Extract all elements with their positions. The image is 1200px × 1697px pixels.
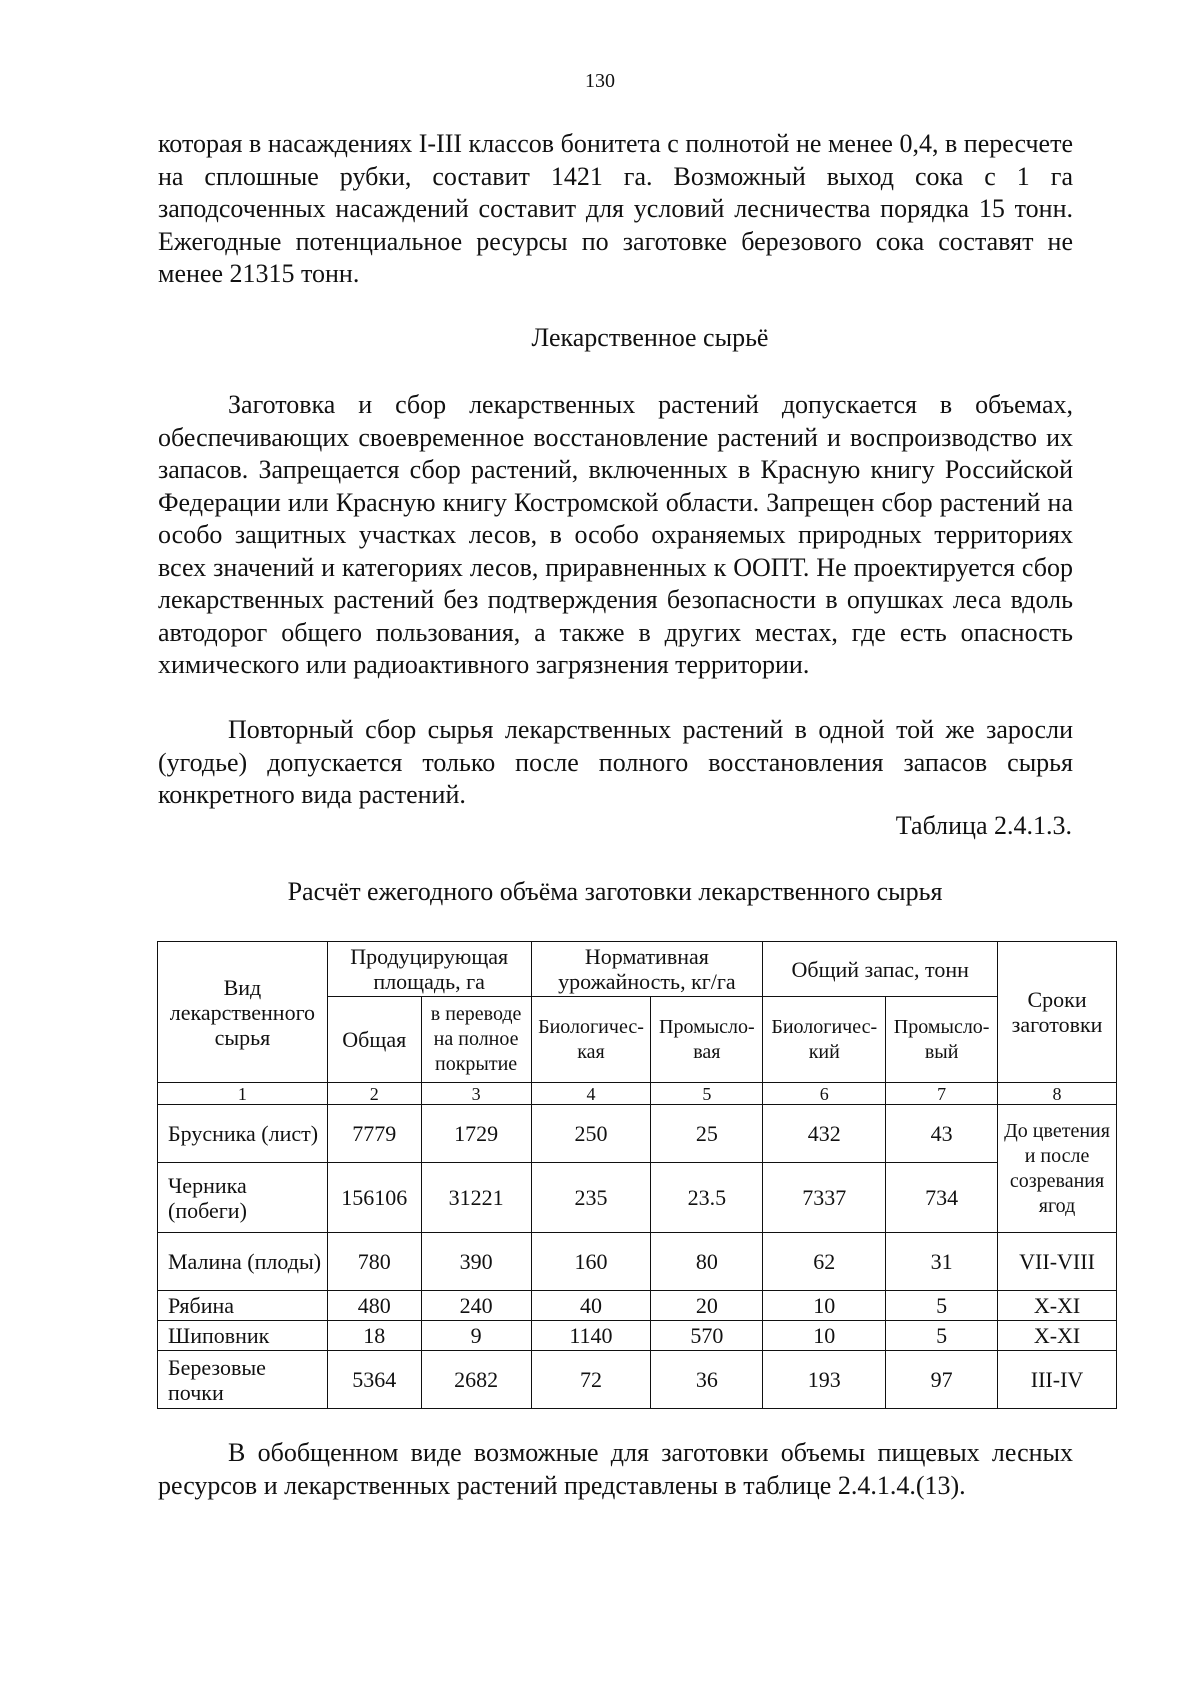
header-terms: Сроки заготовки xyxy=(998,942,1117,1083)
stock-bio: 193 xyxy=(763,1351,886,1409)
header-yield-bio: Биологичес-кая xyxy=(531,997,651,1083)
paragraph-harvest-rules: Заготовка и сбор лекарственных растений допускается в объемах, обеспечивающих своевременное восстановление растений и воспроизводство их запасов. Запрещается сбор растений, включенных в Красную книгу Российской Федерации или Красную книгу Костромской области. Запрещен сбор растений на особо защитных участках лесов, в особо охраняемых природных территориях всех значений и категориях лесов, приравненных к ООПТ. Не проектируется сбор лекарственных растений без подтверждения безопасности в опушках леса вдоль автодорог общего пользования, а также в других местах, где есть опасность химического или радиоактивного загрязнения территории. xyxy=(158,390,1073,679)
col-number: 5 xyxy=(651,1083,763,1105)
header-area-converted: в переводе на полное покрытие xyxy=(421,997,531,1083)
species-name: Черника (побеги) xyxy=(158,1163,328,1233)
header-yield-ind: Промысло-вая xyxy=(651,997,763,1083)
header-stock: Общий запас, тонн xyxy=(763,942,998,997)
stock-ind: 734 xyxy=(886,1163,998,1233)
stock-bio: 10 xyxy=(763,1291,886,1321)
species-name: Малина (плоды) xyxy=(158,1233,328,1291)
area-converted: 2682 xyxy=(421,1351,531,1409)
harvest-terms: III-IV xyxy=(998,1351,1117,1409)
area-total: 18 xyxy=(327,1321,421,1351)
stock-ind: 43 xyxy=(886,1105,998,1163)
yield-bio: 250 xyxy=(531,1105,651,1163)
table-title: Расчёт ежегодного объёма заготовки лекарственного сырья xyxy=(287,877,943,906)
header-yield: Нормативная урожайность, кг/га xyxy=(531,942,763,997)
harvest-terms-merged: До цветения и после созревания ягод xyxy=(998,1105,1117,1233)
paragraph-birch-sap: которая в насаждениях I-III классов бонитета с полнотой не менее 0,4, в пересчете на сплошные рубки, составит 1421 га. Возможный выход сока с 1 га заподсоченных насаждений составит для условий лесничества порядка 15 тонн. Ежегодные потенциальное ресурсы по заготовке березового сока составят не менее 21315 тонн. xyxy=(158,129,1073,288)
col-number: 6 xyxy=(763,1083,886,1105)
medicinal-raw-materials-table xyxy=(157,941,1117,1409)
yield-ind: 23.5 xyxy=(651,1163,763,1233)
area-total: 5364 xyxy=(327,1351,421,1409)
yield-bio: 160 xyxy=(531,1233,651,1291)
table-row xyxy=(158,1105,1117,1163)
stock-bio: 10 xyxy=(763,1321,886,1351)
area-converted: 390 xyxy=(421,1233,531,1291)
table-label: Таблица 2.4.1.3. xyxy=(895,811,1072,840)
section-heading: Лекарственное сырьё xyxy=(531,323,769,352)
table-row xyxy=(158,1351,1117,1409)
area-converted: 9 xyxy=(421,1321,531,1351)
table-row xyxy=(158,1233,1117,1291)
yield-ind: 80 xyxy=(651,1233,763,1291)
paragraph-summary-reference: В обобщенном виде возможные для заготовки объемы пищевых лесных ресурсов и лекарственных растений представлены в таблице 2.4.1.4.(13). xyxy=(158,1438,1073,1500)
yield-ind: 570 xyxy=(651,1321,763,1351)
header-area: Продуцирующая площадь, га xyxy=(327,942,531,997)
area-total: 156106 xyxy=(327,1163,421,1233)
yield-bio: 40 xyxy=(531,1291,651,1321)
yield-ind: 25 xyxy=(651,1105,763,1163)
yield-bio: 235 xyxy=(531,1163,651,1233)
area-converted: 240 xyxy=(421,1291,531,1321)
species-name: Брусника (лист) xyxy=(158,1105,328,1163)
col-number: 2 xyxy=(327,1083,421,1105)
area-total: 7779 xyxy=(327,1105,421,1163)
yield-ind: 20 xyxy=(651,1291,763,1321)
col-number: 8 xyxy=(998,1083,1117,1105)
col-number: 7 xyxy=(886,1083,998,1105)
stock-bio: 432 xyxy=(763,1105,886,1163)
stock-ind: 5 xyxy=(886,1321,998,1351)
area-converted: 31221 xyxy=(421,1163,531,1233)
header-stock-ind: Промысло-вый xyxy=(886,997,998,1083)
header-stock-bio: Биологичес-кий xyxy=(763,997,886,1083)
species-name: Березовые почки xyxy=(158,1351,328,1409)
harvest-terms: VII-VIII xyxy=(998,1233,1117,1291)
yield-bio: 72 xyxy=(531,1351,651,1409)
stock-ind: 5 xyxy=(886,1291,998,1321)
table-row xyxy=(158,1321,1117,1351)
col-number: 4 xyxy=(531,1083,651,1105)
stock-bio: 7337 xyxy=(763,1163,886,1233)
table-row xyxy=(158,1163,1117,1233)
yield-ind: 36 xyxy=(651,1351,763,1409)
area-total: 480 xyxy=(327,1291,421,1321)
stock-ind: 97 xyxy=(886,1351,998,1409)
species-name: Шиповник xyxy=(158,1321,328,1351)
page-number: 130 xyxy=(585,70,615,92)
harvest-terms: X-XI xyxy=(998,1321,1117,1351)
yield-bio: 1140 xyxy=(531,1321,651,1351)
paragraph-repeat-harvest: Повторный сбор сырья лекарственных растений в одной той же заросли (угодье) допускается только после полного восстановления запасов сырья конкретного вида растений. xyxy=(158,715,1073,809)
col-number: 3 xyxy=(421,1083,531,1105)
species-name: Рябина xyxy=(158,1291,328,1321)
stock-ind: 31 xyxy=(886,1233,998,1291)
harvest-terms: X-XI xyxy=(998,1291,1117,1321)
stock-bio: 62 xyxy=(763,1233,886,1291)
area-total: 780 xyxy=(327,1233,421,1291)
col-number: 1 xyxy=(158,1083,328,1105)
header-area-total: Общая xyxy=(327,997,421,1083)
table-row xyxy=(158,1291,1117,1321)
area-converted: 1729 xyxy=(421,1105,531,1163)
header-species: Вид лекарственного сырья xyxy=(158,942,328,1083)
